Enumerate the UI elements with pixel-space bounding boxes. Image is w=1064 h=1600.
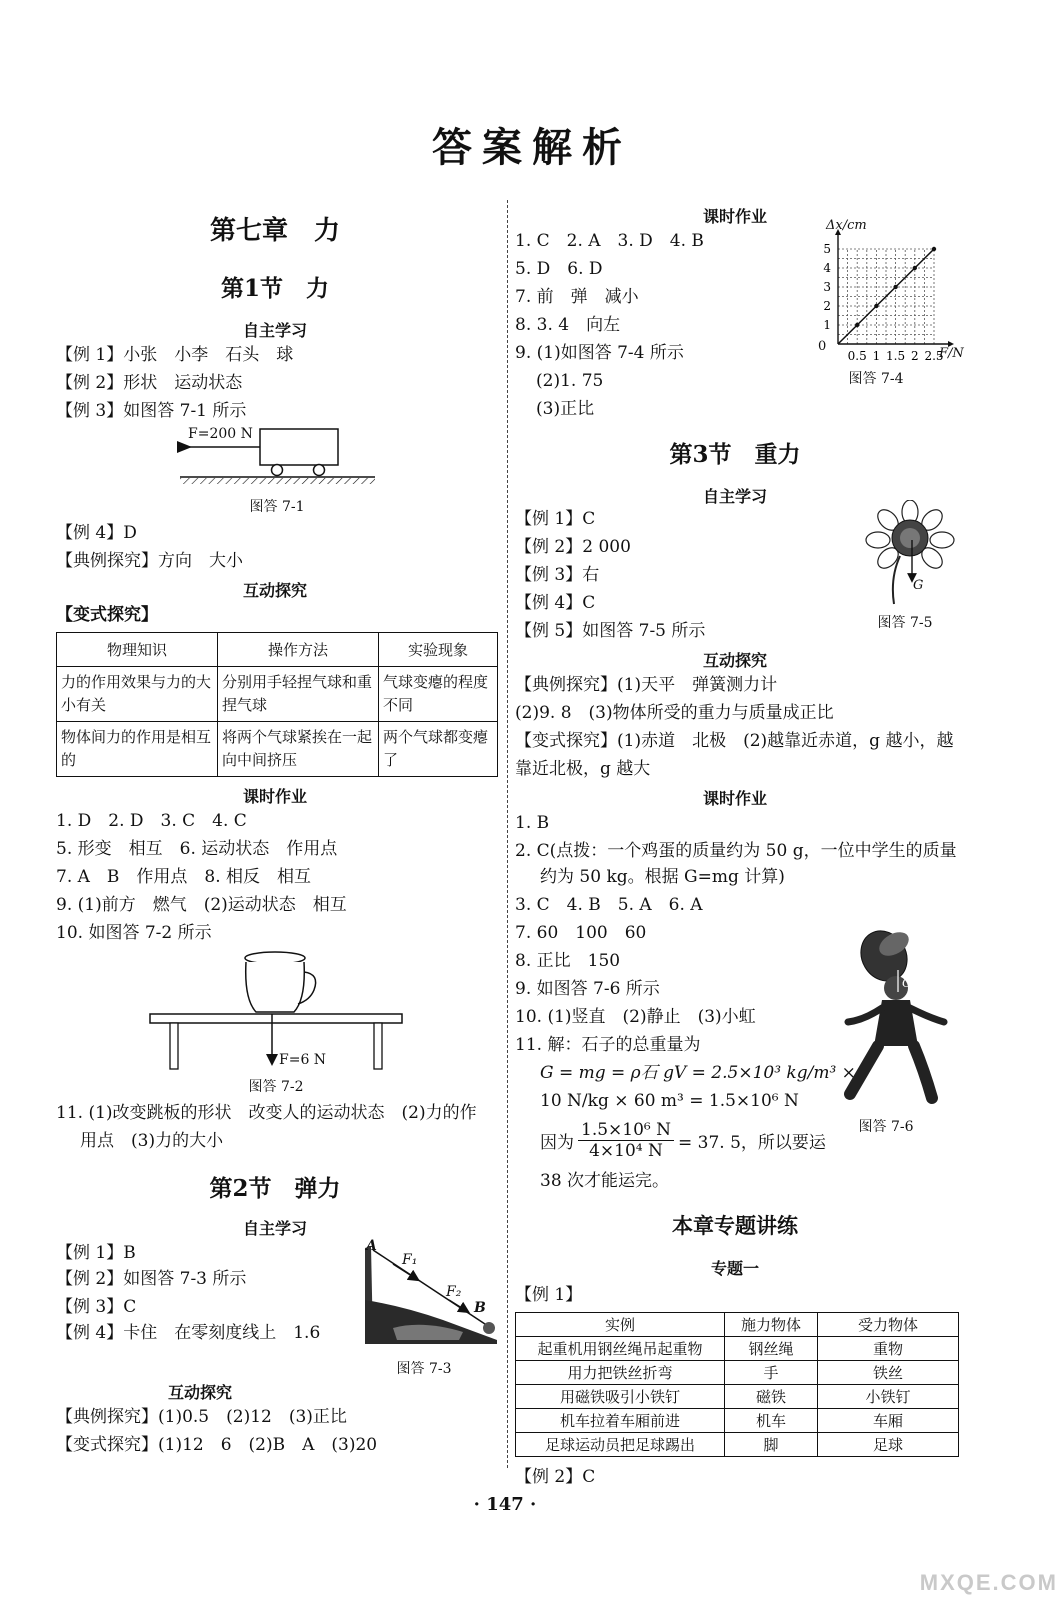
sunflower-image: [860, 500, 960, 606]
answer-line: (2)9. 8 (3)物体所受的重力与质量成正比: [515, 703, 834, 723]
graph-marks: [823, 242, 943, 363]
table-cell: 车厢: [818, 1409, 959, 1433]
table-cell: 两个气球都变瘪了: [379, 722, 498, 777]
fraction-prefix: 因为: [540, 1132, 574, 1153]
y-tick-label: 4: [823, 261, 831, 275]
table-cell: 用力把铁丝折弯: [516, 1361, 725, 1385]
formula-line: G = mg = ρ石 gV = 2.5×10³ kg/m³ ×: [540, 1063, 856, 1083]
answer-line: 【例 1】C: [515, 509, 596, 529]
formula-line: 10 N/kg × 60 m³ = 1.5×10⁶ N: [540, 1091, 799, 1111]
y-axis-label: Δx/cm: [826, 218, 867, 233]
answer-line: 约为 50 kg。根据 G=mg 计算): [540, 867, 785, 887]
x-tick-label: 2: [910, 349, 919, 363]
answer-line: 7. 前 弹 减小: [515, 287, 639, 307]
table-cell: 起重机用钢丝绳吊起重物: [516, 1337, 725, 1361]
answer-line: 【例 1】B: [56, 1243, 136, 1263]
answer-line: 1. B: [515, 813, 550, 833]
page-number: · 147 ·: [473, 1494, 537, 1515]
table-row: [57, 667, 498, 722]
x-tick-label: 0.5: [847, 349, 867, 363]
table-cell: 分别用手轻捏气球和重捏气球: [218, 667, 379, 722]
table-cell: 手: [725, 1361, 818, 1385]
answer-line: 9. (1)前方 燃气 (2)运动状态 相互: [56, 895, 347, 915]
point-label: B: [474, 1300, 486, 1316]
answer-line: 【变式探究】(1)12 6 (2)B A (3)20: [56, 1435, 378, 1455]
table-cell: 足球: [818, 1433, 959, 1457]
table-cell: 重物: [818, 1337, 959, 1361]
zizhu-heading: 自主学习: [702, 487, 767, 506]
answer-line: (2)1. 75: [536, 371, 604, 391]
x-tick-label: 1: [872, 349, 881, 363]
answer-line: 【例 4】卡住 在零刻度线上 1.6: [56, 1323, 321, 1343]
table-header: 物理知识: [57, 633, 218, 667]
data-point: [913, 266, 917, 270]
force-table: [515, 1312, 959, 1457]
answer-line: 【例 1】小张 小李 石头 球: [56, 345, 294, 365]
data-point: [874, 304, 878, 308]
table-header: 受力物体: [818, 1313, 959, 1337]
answer-line: 10. 如图答 7-2 所示: [56, 923, 212, 943]
table-cell: 足球运动员把足球踢出: [516, 1433, 725, 1457]
table-row: [516, 1337, 959, 1361]
hudong-heading: 互动探究: [167, 1383, 232, 1402]
answer-line: 【例 4】D: [56, 523, 137, 543]
chapter-title: 第七章 力: [209, 216, 340, 246]
x-axis-label: F/N: [939, 346, 964, 361]
figure-caption: 图答 7-1: [249, 499, 305, 515]
force-label: F=200 N: [188, 426, 253, 442]
figure-caption: 图答 7-3: [396, 1361, 452, 1377]
answer-line: 【例 2】2 000: [515, 537, 631, 557]
figure-caption: 图答 7-6: [858, 1119, 914, 1135]
watermark: MXQE.COM: [919, 1570, 1058, 1595]
data-point: [932, 247, 936, 251]
answer-line: 3. C 4. B 5. A 6. A: [515, 895, 703, 915]
answer-line: 【典例探究】(1)天平 弹簧测力计: [515, 675, 778, 695]
section3-title: 第3节 重力: [669, 441, 801, 468]
fraction-denominator: 4×10⁴ N: [589, 1140, 663, 1161]
keshi-heading: 课时作业: [702, 789, 767, 808]
answer-line: 【例 2】C: [515, 1467, 596, 1487]
table-cell: 用磁铁吸引小铁钉: [516, 1385, 725, 1409]
table-cell: 脚: [725, 1433, 818, 1457]
answer-line: 1. D 2. D 3. C 4. C: [56, 811, 247, 831]
zizhu-heading: 自主学习: [242, 1219, 307, 1238]
answer-line: 【例 2】如图答 7-3 所示: [56, 1269, 247, 1289]
table-row: [516, 1409, 959, 1433]
x-tick-label: 2.5: [924, 349, 944, 363]
answer-line: 11. (1)改变跳板的形状 改变人的运动状态 (2)力的作: [56, 1103, 477, 1123]
table-header: 操作方法: [218, 633, 379, 667]
y-tick-label: 3: [823, 280, 831, 294]
table-header: 实例: [516, 1313, 725, 1337]
fraction-suffix: = 37. 5，所以要运: [678, 1132, 826, 1153]
person-balancing-image: [838, 930, 950, 1110]
answer-line: 7. A B 作用点 8. 相反 相互: [56, 867, 312, 887]
keshi-heading: 课时作业: [702, 207, 767, 226]
answer-line: 【例 1】: [515, 1285, 583, 1305]
table-cell: 小铁钉: [818, 1385, 959, 1409]
origin-label: 0: [818, 339, 827, 354]
table-row: [516, 1385, 959, 1409]
table-cell: 钢丝绳: [725, 1337, 818, 1361]
answer-line: 7. 60 100 60: [515, 923, 647, 943]
data-point: [855, 323, 859, 327]
section2-title: 第2节 弹力: [209, 1175, 341, 1202]
table-row: [516, 1433, 959, 1457]
table-cell: 磁铁: [725, 1385, 818, 1409]
table-cell: 将两个气球紧挨在一起向中间挤压: [218, 722, 379, 777]
answer-line: 【例 3】C: [56, 1297, 137, 1317]
topic-heading: 专题一: [710, 1259, 759, 1278]
answer-line: 【变式探究】: [56, 605, 158, 625]
table-cell: 力的作用效果与力的大小有关: [57, 667, 218, 722]
answer-line: 8. 正比 150: [515, 951, 621, 971]
force-label: F₂: [446, 1284, 462, 1300]
figure-caption: 图答 7-5: [877, 615, 933, 631]
x-tick-label: 1.5: [886, 349, 906, 363]
data-point: [893, 285, 897, 289]
force-label: F=6 N: [279, 1052, 327, 1068]
answer-line: 【例 4】C: [515, 593, 596, 613]
answer-line: 9. (1)如图答 7-4 所示: [515, 343, 684, 363]
fraction-line: [540, 1116, 826, 1164]
answer-line: 1. C 2. A 3. D 4. B: [515, 231, 704, 251]
answer-line: 【变式探究】(1)赤道 北极 (2)越靠近赤道，g 越小，越: [515, 731, 954, 751]
table-cell: 机车: [725, 1409, 818, 1433]
answer-line: 【典例探究】(1)0.5 (2)12 (3)正比: [56, 1407, 347, 1427]
answer-line: 9. 如图答 7-6 所示: [515, 979, 660, 999]
answer-line: 用点 (3)力的大小: [80, 1131, 224, 1151]
column-divider: [507, 200, 508, 1468]
y-tick-label: 1: [823, 318, 831, 332]
section1-title: 第1节 力: [220, 275, 329, 302]
ramp-photo: [363, 1240, 499, 1346]
answer-line: 【例 2】形状 运动状态: [56, 373, 243, 393]
answer-line: 5. 形变 相互 6. 运动状态 作用点: [56, 839, 338, 859]
table-header: 施力物体: [725, 1313, 818, 1337]
table-row: [57, 722, 498, 777]
gravity-label: G: [913, 578, 924, 593]
answer-line: 【例 5】如图答 7-5 所示: [515, 621, 706, 641]
answer-line: 2. C(点拨：一个鸡蛋的质量约为 50 g，一位中学生的质量: [515, 841, 957, 861]
y-tick-label: 2: [823, 299, 831, 313]
figure-caption: 图答 7-4: [848, 371, 904, 387]
table-cell: 物体间力的作用是相互的: [57, 722, 218, 777]
answer-line: 【例 3】右: [515, 565, 600, 585]
gravity-label: G: [902, 976, 912, 990]
answer-line: (3)正比: [536, 399, 595, 419]
zizhu-heading: 自主学习: [242, 321, 307, 340]
answer-line: 8. 3. 4 向左: [515, 315, 621, 335]
answer-line: 38 次才能运完。: [540, 1171, 670, 1191]
chapter-topic-title: 本章专题讲练: [672, 1213, 798, 1238]
answer-line: 【例 3】如图答 7-1 所示: [56, 401, 247, 421]
variant-table: [56, 632, 498, 777]
answer-line: 【典例探究】方向 大小: [56, 551, 243, 571]
table-cell: 气球变瘪的程度不同: [379, 667, 498, 722]
page-title: 答案解析: [432, 124, 632, 171]
hudong-heading: 互动探究: [702, 651, 767, 670]
answer-line: 10. (1)竖直 (2)静止 (3)小虹: [515, 1007, 756, 1027]
table-cell: 铁丝: [818, 1361, 959, 1385]
y-tick-label: 5: [823, 242, 831, 256]
answer-line: 靠近北极，g 越大: [515, 759, 651, 779]
keshi-heading: 课时作业: [242, 787, 307, 806]
force-label: F₁: [402, 1252, 418, 1268]
answer-line: 5. D 6. D: [515, 259, 603, 279]
table-row: [516, 1361, 959, 1385]
table-header: 实验现象: [379, 633, 498, 667]
table-cell: 机车拉着车厢前进: [516, 1409, 725, 1433]
hudong-heading: 互动探究: [242, 581, 307, 600]
cup-table-diagram: [148, 944, 406, 1072]
point-label: A: [366, 1238, 377, 1254]
fraction-numerator: 1.5×10⁶ N: [578, 1120, 674, 1141]
answer-line: 11. 解：石子的总重量为: [515, 1035, 701, 1055]
figure-caption: 图答 7-2: [248, 1079, 304, 1095]
